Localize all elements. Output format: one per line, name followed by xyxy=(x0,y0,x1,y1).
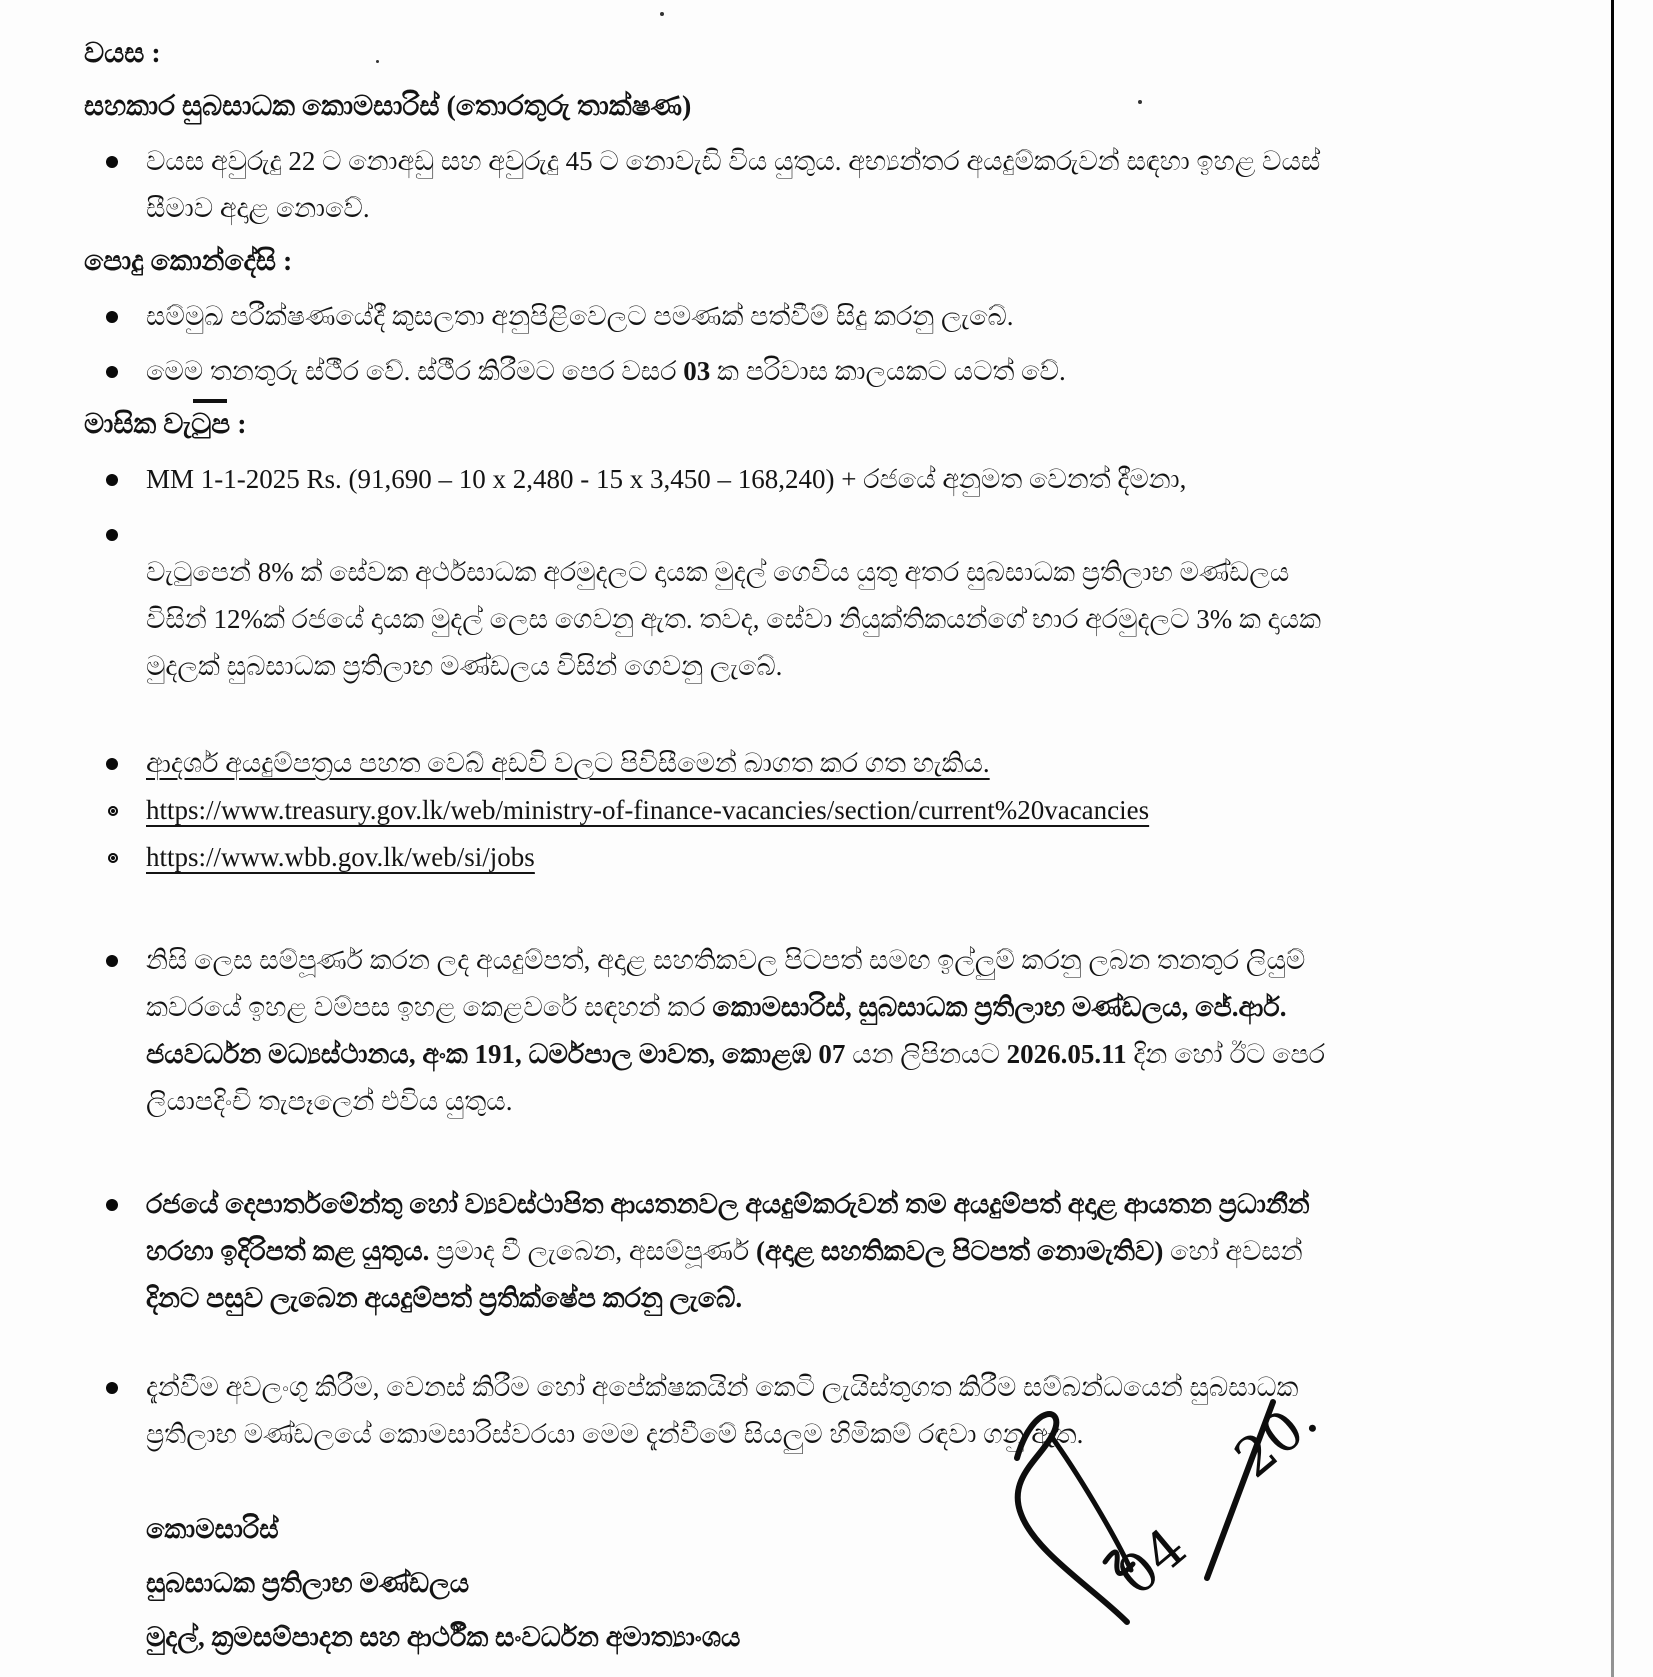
bullet-icon xyxy=(106,1382,118,1394)
dept-line2-bold1: හරහා ඉදිරිපත් කළ යුතුය. xyxy=(146,1236,430,1266)
scan-artifact-line xyxy=(1611,0,1614,1677)
apply-line1: නිසි ලෙස සම්පූර්ණ කරන ලද අයදුම්පත්, අදාළ සහතිකවල පිටපත් සමඟ ඉල්ලුම් කරනු ලබන තනතුර ලියුම් xyxy=(146,945,1306,975)
wbb-link-item xyxy=(84,834,1583,881)
probation-years: 03 xyxy=(683,356,711,386)
empty-bullet xyxy=(84,511,1583,545)
apply-line3-regular1: යන ලිපිනයට xyxy=(845,1039,1007,1069)
dept-line3: දිනට පසුව ලැබෙන අයදුම්පත් ප්‍රතික්ෂේප කරනු ලැබේ. xyxy=(146,1283,743,1313)
epf-line1: වැටුපෙන් 8% ක් සේවක අර්ථසාධක අරමුදලට දායක මුදල් ගෙවිය යුතු අතර සුබසාධක ප්‍රතිලාභ මණ්ඩලය xyxy=(146,557,1290,587)
apply-line3-regular2: දින හෝ ඊට පෙර xyxy=(1126,1039,1326,1069)
general-condition-1-text: සම්මුඛ පරීක්ෂණයේදී කුසලතා අනුපිළිවෙලට පමණක් පත්වීම් සිදු කරනු ලැබේ. xyxy=(146,301,1014,331)
age-bullet-line1: වයස අවුරුදු 22 ට නොඅඩු සහ අවුරුදු 45 ට නොවැඩි විය යුතුය. අභ්‍යන්තර අයදුම්කරුවන් සඳහා ඉහළ වයස් xyxy=(146,146,1321,176)
closing-date: 2026.05.11 xyxy=(1006,1039,1127,1069)
apply-line2-regular: කවරයේ ඉහළ වම්පස ඉහළ කෙළවරේ සඳහන් කර xyxy=(146,992,713,1022)
section-heading-age: වයස : xyxy=(84,38,161,69)
signoff-commissioner: කොමසාරිස් xyxy=(146,1514,279,1544)
scan-speck xyxy=(660,12,664,16)
treasury-link-item xyxy=(84,787,1583,834)
bullet-icon xyxy=(106,529,118,541)
dept-line2 xyxy=(146,1228,1583,1275)
signature-date-part2: 20. xyxy=(1222,1386,1330,1490)
bullet-icon xyxy=(106,955,118,967)
cancel-line2: ප්‍රතිලාභ මණ්ඩලයේ කොමසාරිස්වරයා මෙම දැන්වීමේ සියලුම හිමිකම් රඳවා ගනු ඇත. xyxy=(146,1419,1084,1449)
bullet-icon xyxy=(106,474,118,486)
signoff-ministry: මුදල්, ක්‍රමසම්පාදන සහ ආර්ථීක සංවර්ධන අමාත්‍යාංශය xyxy=(146,1622,741,1652)
salary-scale-text: MM 1-1-2025 Rs. (91,690 – 10 x 2,480 - 15 x 3,450 – 168,240) + රජයේ අනුමත වෙනත් දීමනා, xyxy=(146,464,1187,494)
probation-text-post: ක පරිවාස කාලයකට යටත් වේ. xyxy=(710,356,1066,386)
age-bullet xyxy=(84,138,1583,232)
general-condition-bullet-1 xyxy=(84,293,1583,340)
bullet-icon xyxy=(106,156,118,168)
recipient-address-part1: කොමසාරිස්, සුබසාධක ප්‍රතිලාභ මණ්ඩලය, ජේ.ආර්. xyxy=(712,992,1287,1022)
sub-bullet-icon xyxy=(108,853,118,863)
application-download-bullet xyxy=(84,740,1583,787)
dept-line2-regular1: ප්‍රමාද වී ලැබෙන, අසම්පූර්ණ xyxy=(429,1236,756,1266)
dept-line2-bold2: (අදාළ සහතිකවල පිටපත් නොමැතිව) xyxy=(755,1236,1164,1266)
department-applicants-bullet xyxy=(84,1181,1583,1322)
signoff-board: සුබසාධක ප්‍රතිලාභ මණ්ඩලය xyxy=(146,1568,470,1598)
recipient-address-part2: ජයවර්ධන මධ්‍යස්ථානය, අංක 191, ධර්මපාල මාවත, කොළඹ 07 xyxy=(146,1039,846,1069)
signature-scribble-icon xyxy=(955,1330,1375,1660)
dept-line2-regular2: හෝ අවසන් xyxy=(1163,1236,1303,1266)
general-condition-2-text xyxy=(146,348,1583,395)
sub-bullet-icon xyxy=(108,806,118,816)
apply-line4: ලියාපදිංචි තැපෑලෙන් එවිය යුතුය. xyxy=(146,1086,513,1116)
epf-line2: විසින් 12%ක් රජයේ දායක මුදල් ලෙස ගෙවනු ඇත. තවද, සේවා නියුක්තිකයන්ගේ භාර අරමුදලට 3% ක දායක xyxy=(146,604,1322,634)
epf-line3: මුදලක් සුබසාධක ප්‍රතිලාභ මණ්ඩලය විසින් ගෙවනු ලැබේ. xyxy=(146,651,783,681)
age-bullet-line2: සීමාව අදාළ නොවේ. xyxy=(146,193,370,223)
scan-speck xyxy=(1138,100,1142,104)
handwritten-signature xyxy=(955,1330,1375,1660)
bullet-icon xyxy=(106,758,118,770)
scan-speck xyxy=(376,60,379,63)
section-heading-salary: මාසික වැටුප : xyxy=(84,409,247,440)
signature-date-part1: 04 xyxy=(1104,1515,1198,1608)
application-download-text: ආදර්ශ අයදුම්පත්‍රය පහත වෙබ් අඩවි වලට පිවිසීමෙන් බාගත කර ගත හැකිය. xyxy=(146,748,990,778)
treasury-vacancies-link[interactable]: https://www.treasury.gov.lk/web/ministry-of-finance-vacancies/section/current%20vacancies xyxy=(146,795,1150,825)
scan-artifact-bar xyxy=(193,399,227,403)
epf-contribution-paragraph xyxy=(84,549,1583,690)
salary-scale-bullet xyxy=(84,456,1583,503)
bullet-icon xyxy=(106,1199,118,1211)
wbb-jobs-link[interactable]: https://www.wbb.gov.lk/web/si/jobs xyxy=(146,842,535,872)
apply-line2 xyxy=(146,984,1583,1031)
application-submission-bullet xyxy=(84,937,1583,1125)
dept-line1: රජයේ දෙපාර්තමේන්තු හෝ ව්‍යවස්ථාපිත ආයතනවල අයදුම්කරුවන් තම අයදුම්පත් අදාළ ආයතන ප්‍රධානීන් xyxy=(146,1189,1310,1219)
probation-text-pre: මෙම තනතුරු ස්ථීර වේ. ස්ථීර කිරීමට පෙර වසර xyxy=(146,356,684,386)
post-title: සහකාර සුබසාධක කොමසාරිස් (තොරතුරු තාක්ෂණ) xyxy=(84,91,692,122)
bullet-icon xyxy=(106,366,118,378)
apply-line3 xyxy=(146,1031,1583,1078)
section-heading-general-conditions: පොදු කොන්දේසි : xyxy=(84,246,293,277)
cancel-line1: දැන්වීම අවලංගු කිරීම, වෙනස් කිරීම හෝ අපේක්ෂකයින් කෙටි ලැයිස්තුගත කිරීම සම්බන්ධයෙන් සුබසාධක xyxy=(146,1372,1299,1402)
bullet-icon xyxy=(106,311,118,323)
general-condition-bullet-2 xyxy=(84,348,1583,395)
